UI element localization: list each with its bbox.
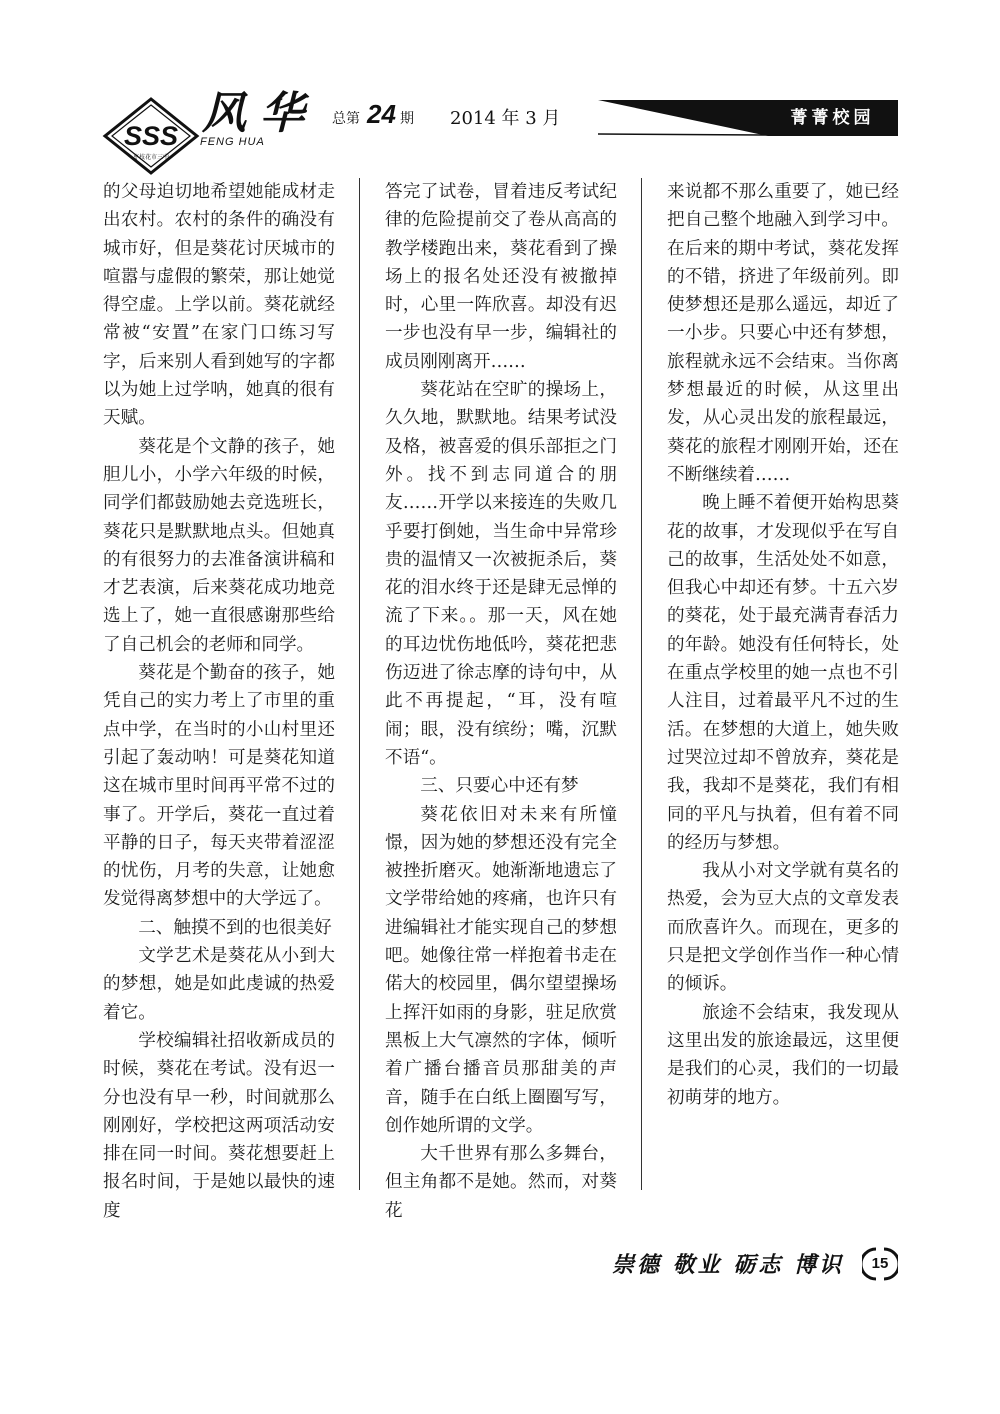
article-paragraph: 葵花是个文静的孩子，她胆儿小，小学六年级的时候，同学们都鼓励她去竞选班长，葵花只是默默地点头。但她真的有很努力的去准备演讲稿和才艺表演，后来葵花成功地竞选上了，她一直很感谢那些给了自己机会的老师和同学。 (103, 436, 335, 655)
article-paragraph: 的父母迫切地希望她能成材走出农村。农村的条件的确没有城市好，但是葵花讨厌城市的喧嚣与虚假的繁荣，那让她觉得空虚。上学以前。葵花就经常被“安置”在家门口练习写字，后来别人看到她写的字都以为她上过学呐，她真的很有天赋。 (103, 182, 335, 429)
column-divider (641, 178, 642, 1190)
article-paragraph: 旅途不会结束，我发现从这里出发的旅途最远，这里便是我们的心灵，我们的一切最初萌芽的地方。 (667, 1002, 899, 1108)
article-paragraph: 葵花是个勤奋的孩子，她凭自己的实力考上了市里的重点中学，在当时的小山村里还引起了轰动呐！可是葵花知道这在城市里时间再平常不过的事了。开学后，葵花一直过着平静的日子，每天夹带着涩涩的忧伤，月考的失意，让她愈发觉得离梦想中的大学远了。 (103, 663, 335, 910)
issue-suffix: 期 (400, 111, 414, 127)
article-column-2 (385, 178, 617, 1225)
article-paragraph: 葵花依旧对未来有所憧憬，因为她的梦想还没有完全被挫折磨灭。她渐渐地遗忘了文学带给她的疼痛，也许只有进编辑社才能实现自己的梦想吧。她像往常一样抱着书走在偌大的校园里，偶尔望望操场上挥汗如雨的身影，驻足欣赏黑板上大气凛然的字体，倾听着广播台播音员那甜美的声音，随手在白纸上圈圈写写，创作她所谓的文学。 (385, 804, 617, 1136)
issue-date: 2014 年 3 月 (450, 108, 561, 129)
magazine-title-pinyin: FENG HUA (200, 136, 265, 148)
article-paragraph: 三、只要心中还有梦 (420, 776, 579, 797)
article-column-3 (667, 178, 899, 1112)
school-motto: 崇德 敬业 砺志 博识 (612, 1252, 844, 1278)
emblem-letters: SSS (123, 121, 179, 151)
article-paragraph: 学校编辑社招收新成员的时候，葵花在考试。没有迟一分也没有早一秒，时间就那么刚刚好，学校把这两项活动安排在同一时间。葵花想要赶上报名时间，于是她以最快的速度 (103, 1030, 335, 1221)
page-number-badge (862, 1246, 898, 1282)
article-paragraph: 答完了试卷，冒着违反考试纪律的危险提前交了卷从高高的教学楼跑出来，葵花看到了操场上的报名处还没有被撤掉时，心里一阵欣喜。却没有迟一步也没有早一步，编辑社的成员刚刚离开…… (385, 182, 617, 372)
section-label: 菁菁校园 (790, 108, 875, 128)
school-emblem-logo (102, 96, 200, 176)
article-paragraph: 葵花站在空旷的操场上，久久地，默默地。结果考试没及格，被喜爱的俱乐部拒之门外。找不到志同道合的朋友……开学以来接连的失败几乎要打倒她，当生命中异常珍贵的温情又一次被扼杀后，葵花的泪水终于还是肆无忌惮的流了下来。。那一天，风在她的耳边忧伤地低吟，葵花把悲伤迈进了徐志摩的诗句中，从此不再提起，“耳，没有喧闹；眼，没有缤纷；嘴，沉默不语“。 (385, 380, 617, 768)
page-header (0, 0, 1000, 180)
article-paragraph: 大千世界有那么多舞台，但主角都不是她。然而，对葵花 (385, 1144, 617, 1221)
article-paragraph: 我从小对文学就有莫名的热爱，会为豆大点的文章发表而欣喜许久。而现在，更多的只是把文学创作当作一种心情的倾诉。 (667, 861, 899, 995)
issue-prefix: 总第 (332, 111, 360, 127)
page-number: 15 (871, 1255, 889, 1272)
column-divider (359, 178, 360, 1190)
magazine-title: 风华 (202, 88, 318, 139)
issue-number: 24 (367, 99, 396, 129)
article-column-1 (103, 178, 335, 1225)
article-paragraph: 二、触摸不到的也很美好 (138, 917, 332, 938)
article-paragraph: 文学艺术是葵花从小到大的梦想，她是如此虔诚的热爱着它。 (103, 946, 335, 1023)
article-paragraph: 晚上睡不着便开始构思葵花的故事，才发现似乎在写自己的故事，生活处处不如意，但我心中却还有梦。十五六岁的葵花，处于最充满青春活力的年龄。她没有任何特长，处在重点学校里的她一点也不引人注目，过着最平凡不过的生活。在梦想的大道上，她失败过哭泣过却不曾放弃，葵花是我，我却不是葵花，我们有相同的平凡与执着，但有着不同的经历与梦想。 (667, 493, 899, 853)
emblem-school-name: 枣枝花市三中 (132, 154, 170, 161)
article-paragraph: 来说都不那么重要了，她已经把自己整个地融入到学习中。在后来的期中考试，葵花发挥的不错，挤进了年级前列。即使梦想还是那么遥远，却近了一小步。只要心中还有梦想，旅程就永远不会结束。当你离梦想最近的时候，从这里出发，从心灵出发的旅程最远，葵花的旅程才刚刚开始，还在不断继续着…… (667, 182, 899, 485)
